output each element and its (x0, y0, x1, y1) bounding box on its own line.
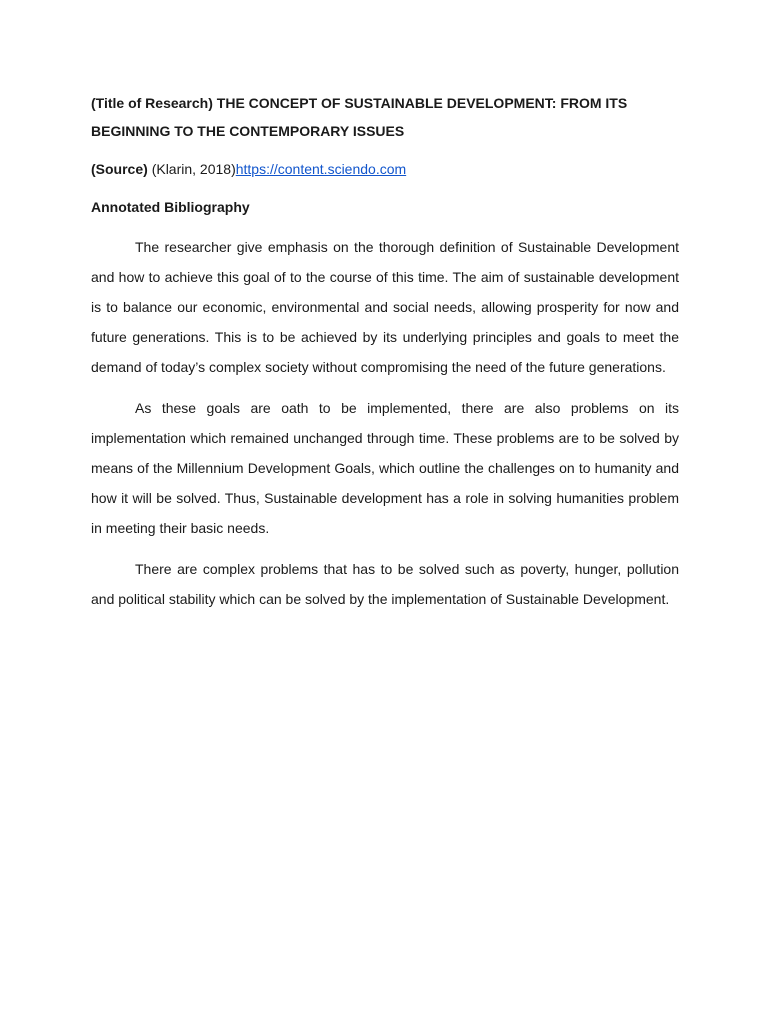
paragraph: As these goals are oath to be implemented, there are also problems on its implementation which remained unchanged through time. These problems are to be solved by means of the Millennium Development Goals, which outline the challenges on to humanity and how it will be solved. Thus, Sustainable development has a role in solving humanities problem in meeting their basic needs. (91, 400, 679, 536)
paragraph: There are complex problems that has to be solved such as poverty, hunger, pollution and political stability which can be solved by the implementation of Sustainable Development. (91, 561, 679, 607)
document-content (91, 89, 679, 614)
source-link[interactable]: https://content.sciendo.com (235, 161, 407, 177)
research-title (91, 89, 679, 145)
paragraph: The researcher give emphasis on the thorough definition of Sustainable Development and how to achieve this goal of to the course of this time. The aim of sustainable development is to balance our economic, environmental and social needs, allowing prosperity for now and future generations. This is to be achieved by its underlying principles and goals to meet the demand of today’s complex society without compromising the need of the future generations. (91, 239, 679, 375)
title-text: THE CONCEPT OF SUSTAINABLE DEVELOPMENT: FROM ITS BEGINNING TO THE CONTEMPORARY ISSUES (91, 95, 628, 139)
source-label: (Source) (91, 161, 148, 177)
source-citation: (Klarin, 2018) (151, 161, 236, 177)
section-heading: Annotated Bibliography (91, 199, 250, 215)
source-line (91, 159, 679, 179)
title-prefix: (Title of Research) (91, 95, 213, 111)
